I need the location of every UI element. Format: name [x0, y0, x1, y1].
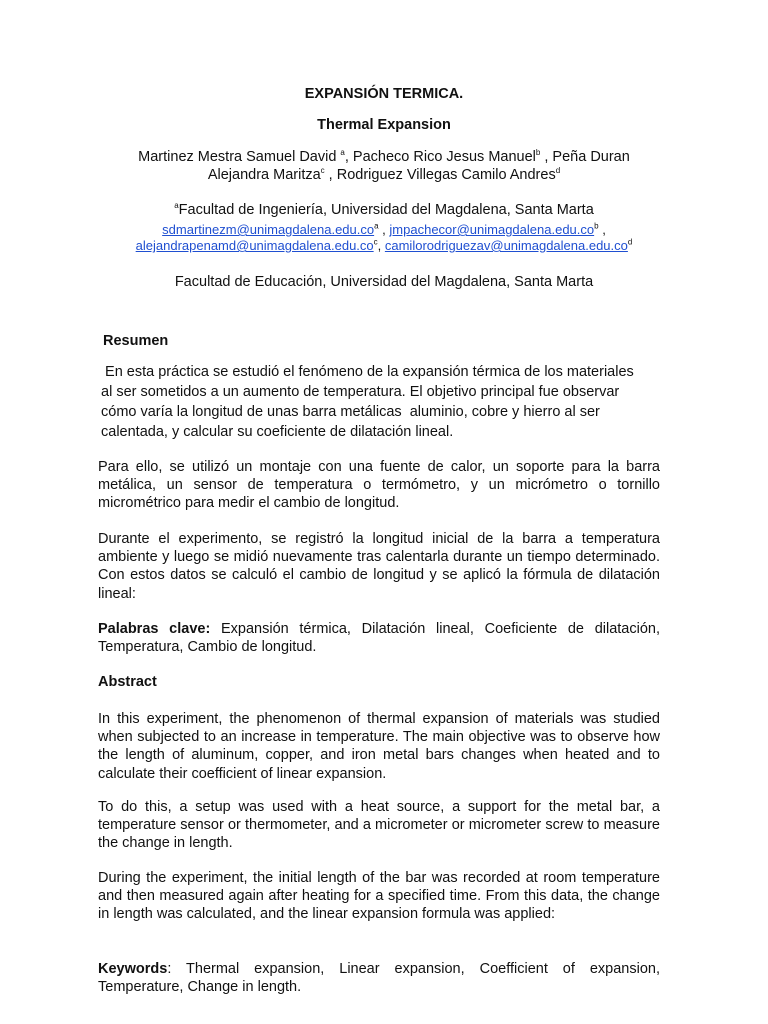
email-superscript: d	[627, 237, 633, 247]
affiliation-superscript: a	[174, 201, 179, 211]
resumen-paragraph-1	[101, 362, 671, 442]
email-separator: ,	[378, 222, 390, 237]
resumen-paragraph-2: Para ello, se utilizó un montaje con una fuente de calor, un soporte para la barra metálica, un sensor de temperatura o termómetro, y un micrómetro o tornillo micrométrico para medir el cambio de longitud.	[98, 459, 660, 512]
document-subtitle: Thermal Expansion	[317, 117, 451, 133]
email-superscript: b	[594, 221, 599, 231]
keywords-text: Expansión térmica, Dilatación lineal, Coeficiente de dilatación, Temperatura, Cambio de longitud.	[98, 621, 660, 656]
palabras-clave	[98, 620, 660, 656]
email-link-pacheco[interactable]: jmpachecor@unimagdalena.edu.co	[389, 222, 595, 237]
resumen-heading: Resumen	[103, 333, 169, 349]
author-name: , Pacheco Rico Jesus Manuel	[344, 149, 536, 165]
keywords-label: Palabras clave:	[98, 621, 211, 637]
keywords-text: : Thermal expansion, Linear expansion, Coefficient of expansion, Temperature, Change in length.	[98, 961, 660, 996]
email-link-rodriguez[interactable]: camilorodriguezav@unimagdalena.edu.co	[384, 238, 628, 253]
abstract-paragraph-1: In this experiment, the phenomenon of thermal expansion of materials was studied when subjected to an increase in temperature. The main objective was to observe how the length of aluminum, copper, and iron metal bars changes when heated and to calculate their coefficient of linear expansion.	[98, 711, 660, 782]
email-link-pena[interactable]: alejandrapenamd@unimagdalena.edu.co	[135, 238, 374, 253]
abstract-paragraph-2: To do this, a setup was used with a heat source, a support for the metal bar, a temperature sensor or thermometer, and a micrometer or micrometer screw to measure the change in length.	[98, 799, 660, 852]
author-superscript: c	[320, 166, 325, 176]
author-list	[0, 148, 768, 184]
abstract-paragraph-3: During the experiment, the initial length of the bar was recorded at room temperature and then measured again after heating for a specified time. From this data, the change in length was calculated, and the linear expansion formula was applied:	[98, 870, 660, 923]
author-superscript: d	[555, 166, 561, 176]
paragraph-line: cómo varía la longitud de unas barra metálicas aluminio, cobre y hierro al ser	[101, 404, 600, 420]
email-line-1	[0, 222, 768, 237]
author-name: Martinez Mestra Samuel David	[138, 149, 341, 165]
affiliation-education: Facultad de Educación, Universidad del Magdalena, Santa Marta	[174, 274, 594, 290]
author-name: Alejandra Maritza	[207, 167, 321, 183]
email-link-martinez[interactable]: sdmartinezm@unimagdalena.edu.co	[162, 222, 375, 237]
document-title: EXPANSIÓN TERMICA.	[304, 86, 464, 102]
paragraph-line: En esta práctica se estudió el fenómeno de la expansión térmica de los materiales	[101, 364, 634, 380]
paragraph-line: calentada, y calcular su coeficiente de dilatación lineal.	[101, 424, 454, 440]
email-superscript: a	[374, 221, 379, 231]
email-line-2	[0, 238, 768, 253]
paragraph-line: al ser sometidos a un aumento de temperatura. El objetivo principal fue observar	[101, 384, 620, 400]
author-superscript: b	[535, 148, 541, 158]
affiliation-text: Facultad de Ingeniería, Universidad del Magdalena, Santa Marta	[178, 202, 594, 218]
resumen-paragraph-3: Durante el experimento, se registró la longitud inicial de la barra a temperatura ambiente y luego se midió nuevamente tras calentarla durante un tiempo determinado. Con estos datos se calculó el cambio de longitud y se aplicó la fórmula de dilatación lineal:	[98, 531, 660, 602]
author-superscript: a	[340, 148, 345, 158]
affiliation-engineering	[0, 202, 768, 218]
author-name: , Rodriguez Villegas Camilo Andres	[324, 167, 556, 183]
email-superscript: c	[373, 237, 378, 247]
keywords	[98, 960, 660, 996]
keywords-label: Keywords	[98, 961, 168, 977]
email-separator: ,	[377, 238, 385, 253]
email-separator: ,	[598, 222, 606, 237]
abstract-heading: Abstract	[98, 674, 157, 690]
author-name: , Peña Duran	[540, 149, 630, 165]
